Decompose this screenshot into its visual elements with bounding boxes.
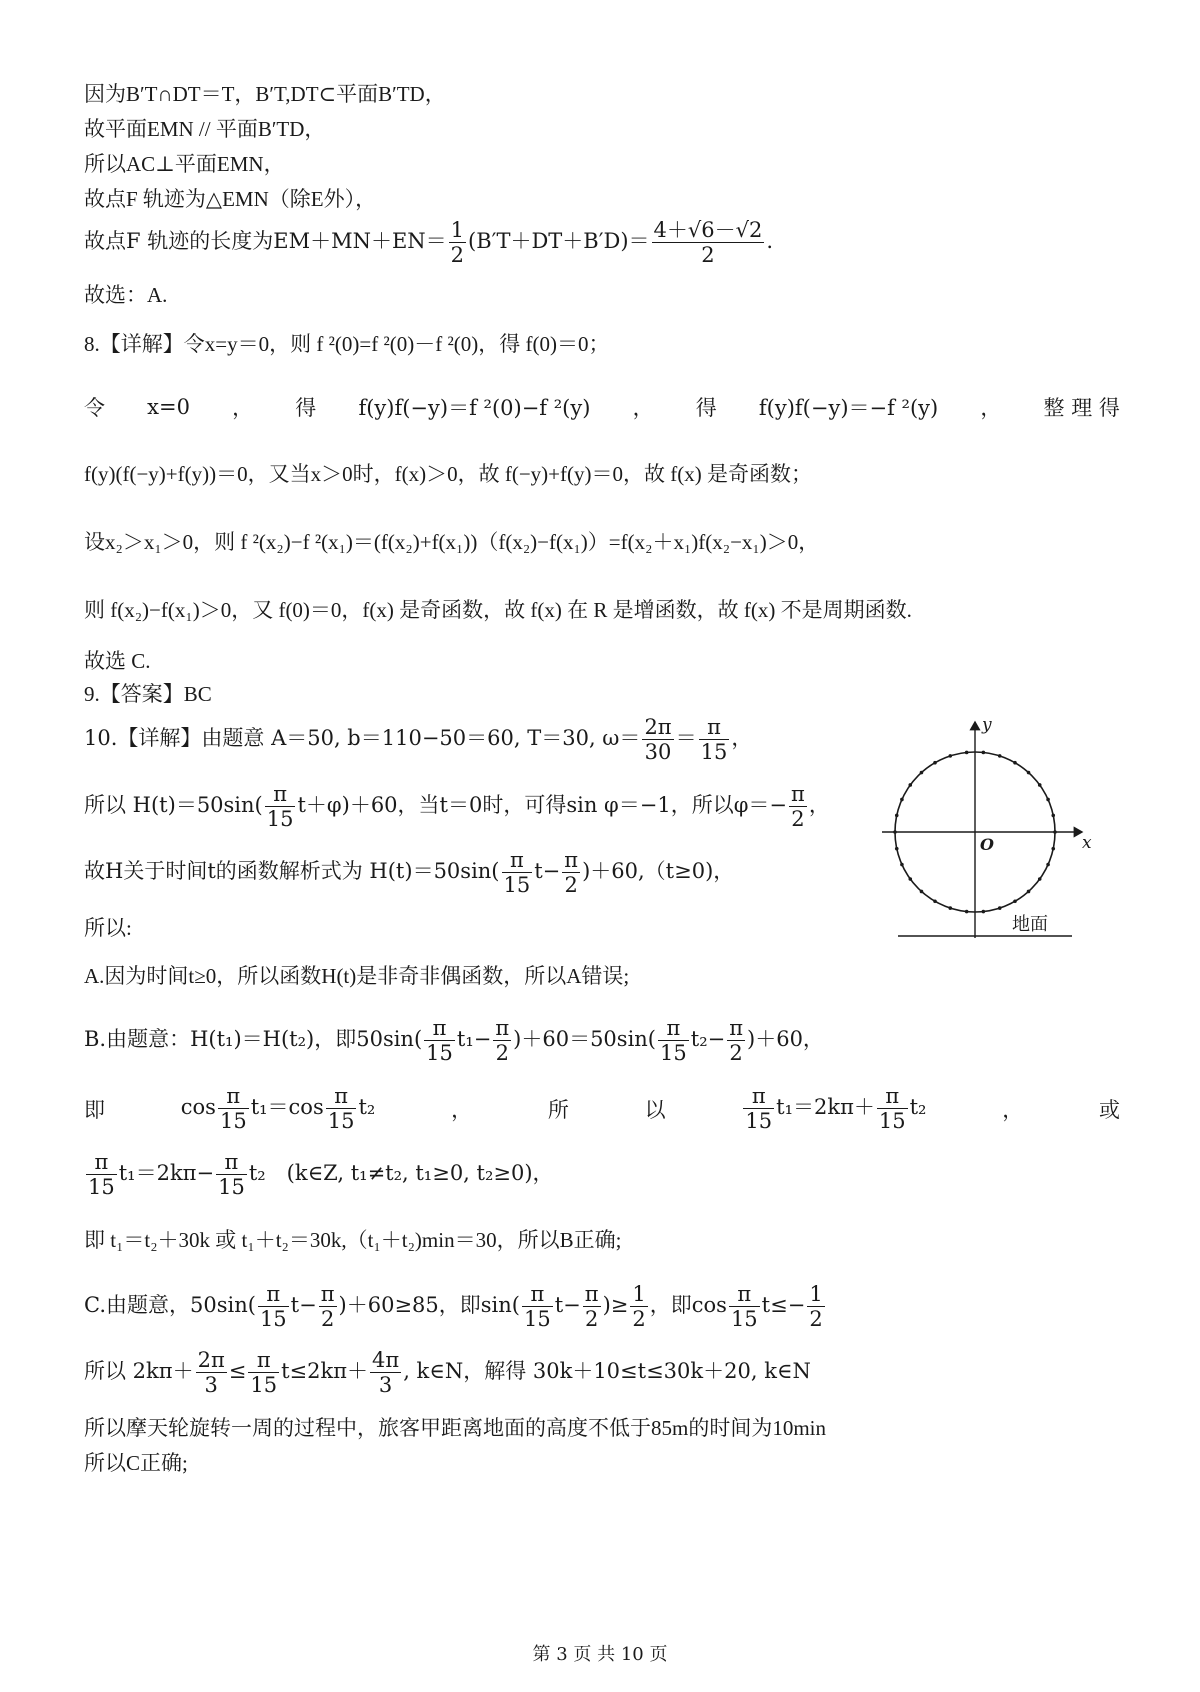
y-axis-label: y xyxy=(982,716,992,735)
wheel-cabin-dot xyxy=(895,814,899,818)
wheel-cabin-dot xyxy=(920,771,924,775)
wheel-cabin-dot xyxy=(948,906,952,910)
wheel-cabin-dot xyxy=(933,761,937,765)
wheel-cabin-dot xyxy=(1051,814,1055,818)
wheel-cabin-dot xyxy=(1038,783,1042,787)
page-footer: 第 3 页 共 10 页 xyxy=(532,1644,668,1665)
origin-label: O xyxy=(980,835,994,854)
wheel-cabin-dot xyxy=(982,751,986,755)
wheel-cabin-dot xyxy=(1013,761,1017,765)
text-line: 故选：A. xyxy=(84,283,168,307)
text-line: 则 f(x₂)−f(x₁)＞0，又 f(0)＝0，f(x) 是奇函数，故 f(x) 在 R 是增函数，故 f(x) 不是周期函数. xyxy=(84,598,912,622)
wheel-cabin-dot xyxy=(920,890,924,894)
text-line: 8.【详解】令x=y＝0，则 f ²(0)=f ²(0)－f ²(0)，得 f(0)＝0； xyxy=(84,332,610,356)
wheel-cabin-dot xyxy=(1051,847,1055,851)
wheel-cabin-dot xyxy=(948,754,952,758)
text-line: 所以摩天轮旋转一周的过程中，旅客甲距离地面的高度不低于85m的时间为10min xyxy=(84,1416,827,1440)
wheel-cabin-dot xyxy=(893,830,897,834)
formula-line: C.由题意，50sin( $\frac{\pi}{15}$ t− $\frac{\pi}{2}$ )＋60≥85，即sin( $\frac{\pi}{15}$ t− $\frac{\pi}{2}$ )≥ $\frac{1}{2}$ ，即cos $\frac{\pi}{15}$ t≤− $\frac{1}{2}$ xyxy=(84,1282,823,1332)
text-line: 故点F 轨迹为△EMN（除E外）， xyxy=(84,187,377,211)
wheel-cabin-dot xyxy=(900,798,904,802)
justified-line: 令 x=0 ， 得 f(y)f(−y)＝f ²(0)−f ²(y) ， 得 f(y)f(−y)＝−f ²(y) ， 整 理 得 xyxy=(84,395,1120,420)
formula-line: B.由题意：H(t₁)＝H(t₂)，即50sin( $\frac{\pi}{15}$ t₁− $\frac{\pi}{2}$ )＋60＝50sin( $\frac{\pi}{15}$ t₂− $\frac{\pi}{2}$ )＋60， xyxy=(84,1016,824,1066)
wheel-cabin-dot xyxy=(982,910,986,914)
wheel-cabin-dot xyxy=(1013,899,1017,903)
wheel-cabin-dot xyxy=(998,754,1002,758)
text-line: 所以C正确; xyxy=(84,1451,188,1475)
formula-line: $\frac{\pi}{15}$ t₁＝2kπ− $\frac{\pi}{15}$ t₂ (k∈Z, t₁≠t₂, t₁≥0, t₂≥0)， xyxy=(88,1150,554,1200)
wheel-cabin-dot xyxy=(933,899,937,903)
wheel-cabin-dot xyxy=(900,863,904,867)
wheel-cabin-dot xyxy=(1046,798,1050,802)
text-line: 所以: xyxy=(84,916,132,940)
text-line: 9.【答案】BC xyxy=(84,682,212,706)
x-axis-label: x xyxy=(1082,833,1092,853)
justified-line: 即 cos $\frac{\pi}{15}$ t₁＝cos $\frac{\pi}{15}$ t₂ ， 所 以 $\frac{\pi}{15}$ t₁＝2kπ＋ $\frac{\pi}{15}$ t₂ ， 或 xyxy=(84,1084,1120,1134)
text-line: 因为B′T∩DT＝T，B′T,DT⊂平面B′TD， xyxy=(84,82,446,106)
wheel-cabin-dot xyxy=(1038,877,1042,881)
wheel-cabin-dot xyxy=(965,751,969,755)
formula-line: 所以 H(t)＝50sin( $\frac{\pi}{15}$ t＋φ)＋60，当t＝0时，可得sin φ＝−1，所以φ＝− $\frac{\pi}{2}$ ， xyxy=(84,782,830,832)
wheel-cabin-dot xyxy=(908,877,912,881)
wheel-cabin-dot xyxy=(998,906,1002,910)
text-line: 所以AC⊥平面EMN， xyxy=(84,152,285,176)
formula-line: 10.【详解】由题意 A＝50, b＝110−50＝60, T＝30, ω＝ $\frac{2\pi}{30}$ ＝ $\frac{\pi}{15}$ ， xyxy=(84,715,753,765)
wheel-cabin-dot xyxy=(895,847,899,851)
text-line: 设x₂＞x₁＞0，则 f ²(x₂)−f ²(x₁)＝(f(x₂)+f(x₁))（f(x₂)−f(x₁)）=f(x₂＋x₁)f(x₂−x₁)＞0， xyxy=(84,530,820,554)
wheel-cabin-dot xyxy=(908,783,912,787)
wheel-cabin-dot xyxy=(1046,863,1050,867)
wheel-cabin-dot xyxy=(1027,771,1031,775)
ferris-wheel-figure xyxy=(882,716,1096,948)
text-line: 故选 C. xyxy=(84,649,151,673)
text-line: 故平面EMN // 平面B′TD， xyxy=(84,117,326,141)
formula-line: 故H关于时间t的函数解析式为 H(t)＝50sin( $\frac{\pi}{15}$ t− $\frac{\pi}{2}$ )＋60,（t≥0)， xyxy=(84,848,735,898)
wheel-cabin-dot xyxy=(1027,890,1031,894)
formula-line: 所以 2kπ＋ $\frac{2\pi}{3}$ ≤ $\frac{\pi}{15}$ t≤2kπ＋ $\frac{4\pi}{3}$ , k∈N，解得 30k＋10≤t≤30k＋20, k∈N xyxy=(84,1348,811,1398)
wheel-cabin-dot xyxy=(965,910,969,914)
text-line: f(y)(f(−y)+f(y))＝0，又当x＞0时，f(x)＞0，故 f(−y)+f(y)＝0，故 f(x) 是奇函数； xyxy=(84,462,812,486)
text-line: A.因为时间t≥0，所以函数H(t)是非奇非偶函数，所以A错误; xyxy=(84,964,630,988)
ground-label: 地面 xyxy=(1012,914,1048,935)
formula-line: 故点F 轨迹的长度为EM＋MN＋EN＝ $\frac{1}{2}$ (B′T＋DT＋B′D)＝ $\frac{4+√6-√2}{2}$ . xyxy=(84,218,774,268)
text-line: 即 t₁＝t₂＋30k 或 t₁＋t₂＝30k,（t₁＋t₂)min＝30，所以B正确; xyxy=(84,1228,622,1252)
wheel-cabin-dot xyxy=(1053,830,1057,834)
